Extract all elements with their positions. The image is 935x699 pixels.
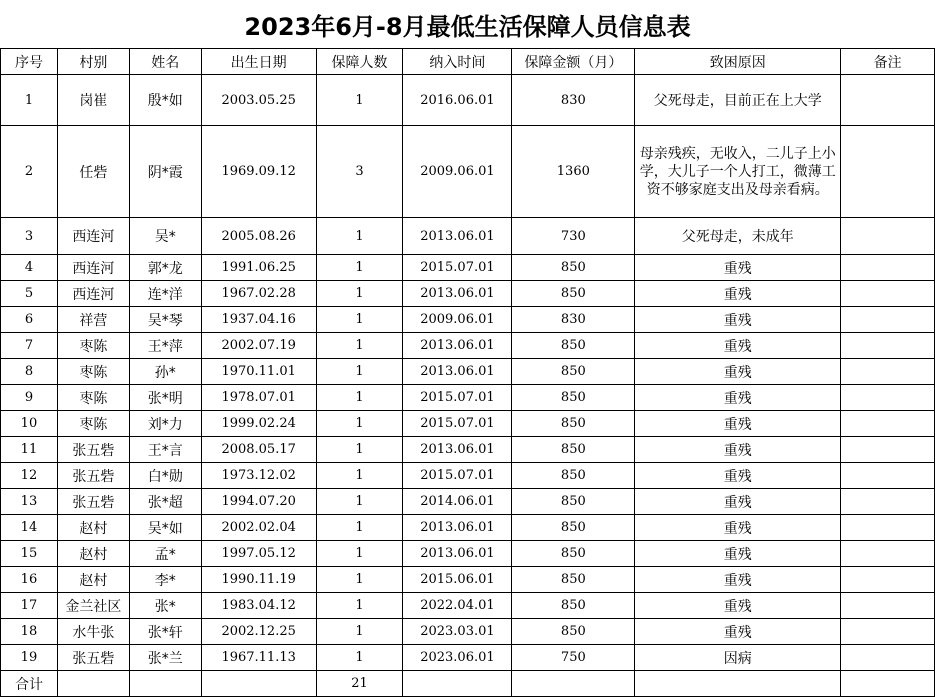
- cell-village[interactable]: 赵村: [57, 515, 129, 541]
- table-row: [1, 437, 935, 463]
- cell-name[interactable]: 阴*霞: [129, 126, 201, 218]
- cell-no[interactable]: 13: [1, 489, 58, 515]
- cell-amount[interactable]: 830: [512, 75, 635, 126]
- header-row: [1, 49, 935, 75]
- table-row: [1, 255, 935, 281]
- table-row: [1, 645, 935, 671]
- cell-count[interactable]: 1: [316, 411, 403, 437]
- cell-amount[interactable]: 830: [512, 307, 635, 333]
- cell-count[interactable]: 1: [316, 515, 403, 541]
- table-row: [1, 593, 935, 619]
- table-row: [1, 385, 935, 411]
- cell-joined[interactable]: 2023.03.01: [403, 619, 512, 645]
- cell-reason[interactable]: 重残: [635, 411, 841, 437]
- cell-remark[interactable]: [841, 281, 935, 307]
- cell-birth[interactable]: 1970.11.01: [201, 359, 316, 385]
- cell-remark[interactable]: [841, 489, 935, 515]
- cell-no[interactable]: 1: [1, 75, 58, 126]
- cell-village[interactable]: 岗崔: [57, 75, 129, 126]
- cell-joined[interactable]: 2013.06.01: [403, 541, 512, 567]
- cell-remark[interactable]: [841, 515, 935, 541]
- cell-reason[interactable]: 重残: [635, 463, 841, 489]
- cell-birth[interactable]: 1983.04.12: [201, 593, 316, 619]
- cell-count[interactable]: 1: [316, 593, 403, 619]
- cell-count[interactable]: 1: [316, 645, 403, 671]
- cell-name[interactable]: 连*洋: [129, 281, 201, 307]
- cell-joined[interactable]: 2013.06.01: [403, 359, 512, 385]
- cell-no[interactable]: 14: [1, 515, 58, 541]
- cell-amount[interactable]: 850: [512, 567, 635, 593]
- table-row: [1, 281, 935, 307]
- cell-village[interactable]: 西连河: [57, 218, 129, 255]
- cell-remark[interactable]: [841, 307, 935, 333]
- table-row: [1, 489, 935, 515]
- cell-remark[interactable]: [841, 619, 935, 645]
- cell-no[interactable]: 16: [1, 567, 58, 593]
- cell-village[interactable]: 张五砦: [57, 489, 129, 515]
- cell-count[interactable]: 1: [316, 463, 403, 489]
- cell-reason[interactable]: 重残: [635, 593, 841, 619]
- cell-reason[interactable]: 重残: [635, 619, 841, 645]
- cell-amount[interactable]: 850: [512, 463, 635, 489]
- cell-village[interactable]: 张五砦: [57, 463, 129, 489]
- cell-village[interactable]: 枣陈: [57, 359, 129, 385]
- cell-village[interactable]: 西连河: [57, 255, 129, 281]
- cell-joined[interactable]: 2013.06.01: [403, 437, 512, 463]
- cell-name[interactable]: 张*超: [129, 489, 201, 515]
- page-title: 2023年6月-8月最低生活保障人员信息表: [244, 12, 691, 41]
- cell-count[interactable]: 1: [316, 567, 403, 593]
- cell-joined[interactable]: 2014.06.01: [403, 489, 512, 515]
- cell-amount[interactable]: 850: [512, 593, 635, 619]
- cell-birth[interactable]: 1969.09.12: [201, 126, 316, 218]
- cell-birth[interactable]: 1967.02.28: [201, 281, 316, 307]
- table-row: [1, 411, 935, 437]
- cell-no[interactable]: 8: [1, 359, 58, 385]
- cell-no[interactable]: 10: [1, 411, 58, 437]
- header-cell-count[interactable]: 保障人数: [316, 49, 403, 75]
- cell-no[interactable]: 9: [1, 385, 58, 411]
- cell-remark[interactable]: [841, 75, 935, 126]
- cell-reason[interactable]: 重残: [635, 489, 841, 515]
- cell-joined[interactable]: 2015.07.01: [403, 411, 512, 437]
- cell-birth[interactable]: 1973.12.02: [201, 463, 316, 489]
- cell-name[interactable]: 郭*龙: [129, 255, 201, 281]
- cell-no[interactable]: 15: [1, 541, 58, 567]
- total-empty-cell[interactable]: [635, 671, 841, 697]
- cell-no[interactable]: 12: [1, 463, 58, 489]
- cell-amount[interactable]: 1360: [512, 126, 635, 218]
- cell-birth[interactable]: 1999.02.24: [201, 411, 316, 437]
- header-cell-amount[interactable]: 保障金额（月）: [512, 49, 635, 75]
- cell-joined[interactable]: 2009.06.01: [403, 307, 512, 333]
- header-cell-no[interactable]: 序号: [1, 49, 58, 75]
- cell-birth[interactable]: 2002.12.25: [201, 619, 316, 645]
- cell-village[interactable]: 赵村: [57, 567, 129, 593]
- cell-name[interactable]: 张*明: [129, 385, 201, 411]
- header-cell-joined[interactable]: 纳入时间: [403, 49, 512, 75]
- cell-reason[interactable]: 重残: [635, 541, 841, 567]
- cell-birth[interactable]: 2002.07.19: [201, 333, 316, 359]
- cell-village[interactable]: 水牛张: [57, 619, 129, 645]
- cell-reason[interactable]: 父死母走，未成年: [635, 218, 841, 255]
- cell-birth[interactable]: 1937.04.16: [201, 307, 316, 333]
- cell-no[interactable]: 17: [1, 593, 58, 619]
- cell-count[interactable]: 1: [316, 541, 403, 567]
- cell-no[interactable]: 3: [1, 218, 58, 255]
- cell-remark[interactable]: [841, 645, 935, 671]
- cell-amount[interactable]: 850: [512, 411, 635, 437]
- cell-birth[interactable]: 2008.05.17: [201, 437, 316, 463]
- header-cell-birth[interactable]: 出生日期: [201, 49, 316, 75]
- cell-reason[interactable]: 重残: [635, 567, 841, 593]
- cell-remark[interactable]: [841, 463, 935, 489]
- cell-no[interactable]: 2: [1, 126, 58, 218]
- cell-joined[interactable]: 2015.06.01: [403, 567, 512, 593]
- cell-count[interactable]: 1: [316, 333, 403, 359]
- cell-count[interactable]: 1: [316, 619, 403, 645]
- total-empty-cell[interactable]: [57, 671, 129, 697]
- header-cell-name[interactable]: 姓名: [129, 49, 201, 75]
- cell-count[interactable]: 1: [316, 437, 403, 463]
- cell-remark[interactable]: [841, 126, 935, 218]
- cell-name[interactable]: 吴*琴: [129, 307, 201, 333]
- cell-name[interactable]: 张*轩: [129, 619, 201, 645]
- total-row: [1, 671, 935, 697]
- cell-amount[interactable]: 750: [512, 645, 635, 671]
- cell-amount[interactable]: 850: [512, 281, 635, 307]
- cell-remark[interactable]: [841, 593, 935, 619]
- cell-count[interactable]: 3: [316, 126, 403, 218]
- cell-no[interactable]: 11: [1, 437, 58, 463]
- cell-no[interactable]: 4: [1, 255, 58, 281]
- cell-joined[interactable]: 2009.06.01: [403, 126, 512, 218]
- cell-name[interactable]: 孙*: [129, 359, 201, 385]
- cell-amount[interactable]: 850: [512, 385, 635, 411]
- table-row: [1, 541, 935, 567]
- cell-name[interactable]: 吴*: [129, 218, 201, 255]
- cell-name[interactable]: 王*言: [129, 437, 201, 463]
- cell-village[interactable]: 枣陈: [57, 333, 129, 359]
- cell-joined[interactable]: 2022.04.01: [403, 593, 512, 619]
- cell-remark[interactable]: [841, 437, 935, 463]
- cell-joined[interactable]: 2015.07.01: [403, 385, 512, 411]
- cell-amount[interactable]: 850: [512, 333, 635, 359]
- cell-name[interactable]: 白*勋: [129, 463, 201, 489]
- cell-no[interactable]: 7: [1, 333, 58, 359]
- cell-no[interactable]: 18: [1, 619, 58, 645]
- cell-reason[interactable]: 母亲残疾，无收入，二儿子上小学，大儿子一个人打工，微薄工资不够家庭支出及母亲看病。: [635, 126, 841, 218]
- table-row: [1, 463, 935, 489]
- cell-village[interactable]: 赵村: [57, 541, 129, 567]
- cell-joined[interactable]: 2015.07.01: [403, 463, 512, 489]
- cell-reason[interactable]: 因病: [635, 645, 841, 671]
- cell-village[interactable]: 祥营: [57, 307, 129, 333]
- cell-village[interactable]: 枣陈: [57, 411, 129, 437]
- cell-reason[interactable]: 重残: [635, 281, 841, 307]
- cell-amount[interactable]: 850: [512, 619, 635, 645]
- cell-birth[interactable]: 1978.07.01: [201, 385, 316, 411]
- cell-joined[interactable]: 2013.06.01: [403, 218, 512, 255]
- header-cell-village[interactable]: 村别: [57, 49, 129, 75]
- cell-remark[interactable]: [841, 385, 935, 411]
- cell-remark[interactable]: [841, 541, 935, 567]
- cell-reason[interactable]: 重残: [635, 255, 841, 281]
- cell-name[interactable]: 孟*: [129, 541, 201, 567]
- cell-reason[interactable]: 父死母走，目前正在上大学: [635, 75, 841, 126]
- table-row: [1, 567, 935, 593]
- cell-count[interactable]: 1: [316, 218, 403, 255]
- cell-name[interactable]: 刘*力: [129, 411, 201, 437]
- header-cell-remark[interactable]: 备注: [841, 49, 935, 75]
- cell-village[interactable]: 张五砦: [57, 645, 129, 671]
- cell-remark[interactable]: [841, 567, 935, 593]
- cell-count[interactable]: 1: [316, 281, 403, 307]
- cell-birth[interactable]: 2002.02.04: [201, 515, 316, 541]
- total-empty-cell[interactable]: [841, 671, 935, 697]
- table-row: [1, 515, 935, 541]
- total-empty-cell[interactable]: [403, 671, 512, 697]
- total-label-cell[interactable]: 合计: [1, 671, 58, 697]
- cell-birth[interactable]: 1967.11.13: [201, 645, 316, 671]
- cell-no[interactable]: 5: [1, 281, 58, 307]
- header-cell-reason[interactable]: 致困原因: [635, 49, 841, 75]
- cell-joined[interactable]: 2023.06.01: [403, 645, 512, 671]
- table-row: [1, 359, 935, 385]
- cell-remark[interactable]: [841, 255, 935, 281]
- cell-joined[interactable]: 2015.07.01: [403, 255, 512, 281]
- total-empty-cell[interactable]: [201, 671, 316, 697]
- cell-village[interactable]: 枣陈: [57, 385, 129, 411]
- cell-birth[interactable]: 2003.05.25: [201, 75, 316, 126]
- total-empty-cell[interactable]: [129, 671, 201, 697]
- cell-birth[interactable]: 1997.05.12: [201, 541, 316, 567]
- cell-joined[interactable]: 2013.06.01: [403, 515, 512, 541]
- table-row: [1, 218, 935, 255]
- cell-name[interactable]: 张*兰: [129, 645, 201, 671]
- cell-reason[interactable]: 重残: [635, 359, 841, 385]
- cell-name[interactable]: 张*: [129, 593, 201, 619]
- cell-remark[interactable]: [841, 411, 935, 437]
- cell-name[interactable]: 王*萍: [129, 333, 201, 359]
- cell-amount[interactable]: 850: [512, 359, 635, 385]
- table-row: [1, 126, 935, 218]
- cell-name[interactable]: 李*: [129, 567, 201, 593]
- cell-count[interactable]: 1: [316, 307, 403, 333]
- cell-birth[interactable]: 1991.06.25: [201, 255, 316, 281]
- cell-village[interactable]: 张五砦: [57, 437, 129, 463]
- cell-village[interactable]: 任砦: [57, 126, 129, 218]
- cell-no[interactable]: 6: [1, 307, 58, 333]
- cell-reason[interactable]: 重残: [635, 437, 841, 463]
- cell-count[interactable]: 1: [316, 359, 403, 385]
- table-row: [1, 333, 935, 359]
- cell-joined[interactable]: 2016.06.01: [403, 75, 512, 126]
- table-row: [1, 619, 935, 645]
- table-body: [1, 75, 935, 671]
- cell-remark[interactable]: [841, 218, 935, 255]
- cell-amount[interactable]: 850: [512, 255, 635, 281]
- table-row: [1, 75, 935, 126]
- cell-reason[interactable]: 重残: [635, 385, 841, 411]
- table-row: [1, 307, 935, 333]
- cell-count[interactable]: 1: [316, 385, 403, 411]
- cell-count[interactable]: 1: [316, 255, 403, 281]
- cell-reason[interactable]: 重残: [635, 333, 841, 359]
- total-count-cell[interactable]: 21: [316, 671, 403, 697]
- cell-amount[interactable]: 850: [512, 515, 635, 541]
- cell-no[interactable]: 19: [1, 645, 58, 671]
- cell-amount[interactable]: 850: [512, 541, 635, 567]
- cell-amount[interactable]: 730: [512, 218, 635, 255]
- cell-birth[interactable]: 2005.08.26: [201, 218, 316, 255]
- cell-joined[interactable]: 2013.06.01: [403, 281, 512, 307]
- cell-birth[interactable]: 1994.07.20: [201, 489, 316, 515]
- total-empty-cell[interactable]: [512, 671, 635, 697]
- cell-joined[interactable]: 2013.06.01: [403, 333, 512, 359]
- cell-remark[interactable]: [841, 333, 935, 359]
- cell-remark[interactable]: [841, 359, 935, 385]
- cell-birth[interactable]: 1990.11.19: [201, 567, 316, 593]
- cell-reason[interactable]: 重残: [635, 515, 841, 541]
- cell-name[interactable]: 吴*如: [129, 515, 201, 541]
- cell-name[interactable]: 殷*如: [129, 75, 201, 126]
- cell-reason[interactable]: 重残: [635, 307, 841, 333]
- cell-village[interactable]: 西连河: [57, 281, 129, 307]
- cell-count[interactable]: 1: [316, 489, 403, 515]
- cell-count[interactable]: 1: [316, 75, 403, 126]
- welfare-table: [0, 48, 935, 697]
- cell-amount[interactable]: 850: [512, 489, 635, 515]
- cell-village[interactable]: 金兰社区: [57, 593, 129, 619]
- cell-amount[interactable]: 850: [512, 437, 635, 463]
